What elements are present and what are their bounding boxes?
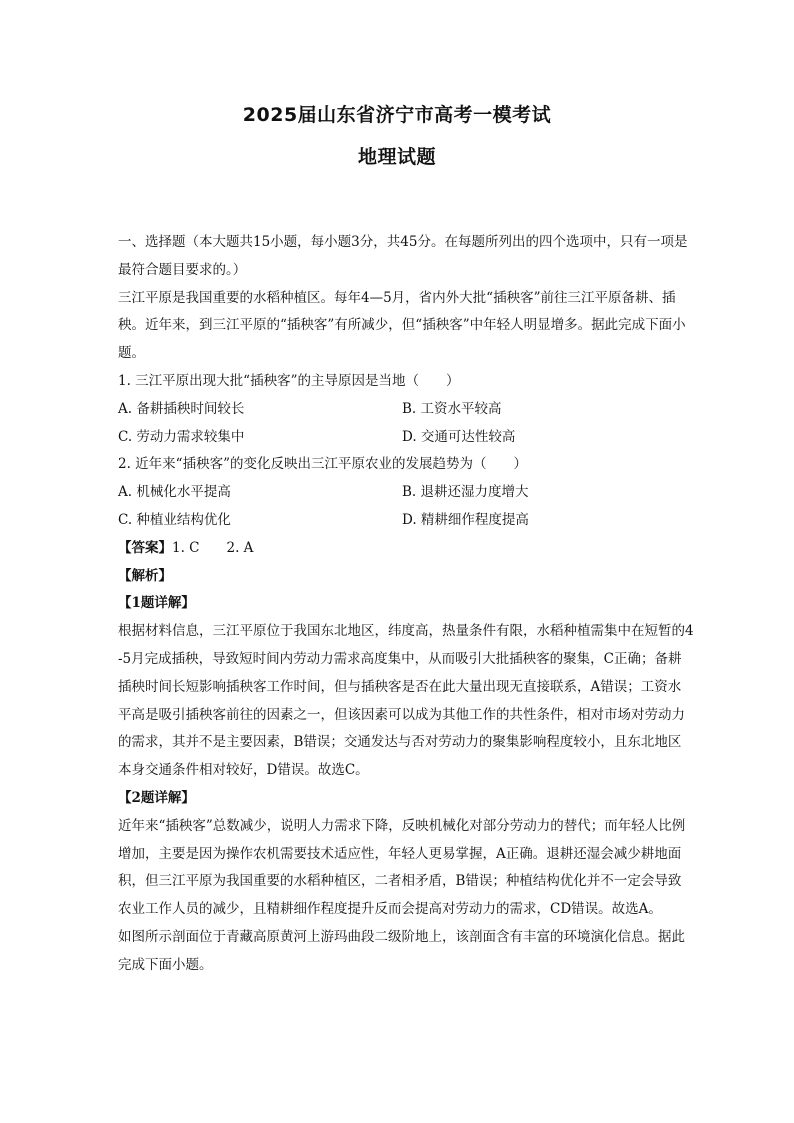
question-2-option-a: A. 机械化水平提高: [118, 484, 231, 501]
question-1-options-row-1: [118, 396, 694, 424]
question-2-option-b: B. 退耕还湿力度增大: [402, 484, 529, 501]
material-paragraph-2: 如图所示剖面位于青藏高原黄河上游玛曲段二级阶地上，该剖面含有丰富的环境演化信息。据此完成下面小题。: [118, 928, 685, 973]
question-1-option-d: D. 交通可达性较高: [402, 428, 516, 445]
answer-line: [118, 535, 694, 563]
analysis-label: 【解析】: [118, 567, 172, 584]
question-2-options-row-2: [118, 507, 694, 535]
question-1-options-row-2: [118, 424, 694, 452]
document-body: [118, 229, 694, 980]
answer-text: 1. C 2. A: [172, 539, 254, 556]
question-1-option-a: A. 备耕插秧时间较长: [118, 400, 245, 417]
question-2-option-d: D. 精耕细作程度提高: [402, 511, 529, 528]
detail-2-text: 近年来“插秧客”总数减少，说明人力需求下降，反映机械化对部分劳动力的替代；而年轻人比例增加，主要是因为操作农机需要技术适应性，年轻人更易掌握，A正确。退耕还湿会减少耕地面积，但三江平原为我国重要的水稻种植区，二者相矛盾，B错误；种植结构优化并不一定会导致农业工作人员的减少，且精耕细作程度提升反而会提高对劳动力的需求，CD错误。故选A。: [118, 817, 686, 918]
question-2-stem: 2. 近年来“插秧客”的变化反映出三江平原农业的发展趋势为（ ）: [118, 456, 527, 473]
question-1-stem: 1. 三江平原出现大批“插秧客”的主导原因是当地（ ）: [118, 372, 460, 389]
question-1-option-b: B. 工资水平较高: [402, 400, 502, 417]
detail-1-label: 【1题详解】: [118, 595, 195, 612]
detail-1-text: 根据材料信息，三江平原位于我国东北地区，纬度高，热量条件有限，水稻种植需集中在短暂的4-5月完成插秧，导致短时间内劳动力需求高度集中，从而吸引大批插秧客的聚集，C正确；备耕插秧时间长短影响插秧客工作时间，但与插秧客是否在此大量出现无直接联系，A错误；工资水平高是吸引插秧客前往的因素之一，但该因素可以成为其他工作的共性条件，相对市场对劳动力的需求，其并不是主要因素，B错误；交通发达与否对劳动力的聚集影响程度较小，且东北地区本身交通条件相对较好，D错误。故选C。: [118, 623, 694, 779]
document-subtitle: 地理试题: [357, 146, 436, 168]
question-2-option-c: C. 种植业结构优化: [118, 511, 231, 528]
question-1-option-c: C. 劳动力需求较集中: [118, 428, 245, 445]
detail-2-label: 【2题详解】: [118, 789, 195, 806]
section-heading: 一、选择题（本大题共15小题，每小题3分，共45分。在每题所列出的四个选项中，只有一项是最符合题目要求的。）: [118, 234, 688, 278]
material-paragraph-1: 三江平原是我国重要的水稻种植区。每年4—5月，省内外大批“插秧客”前往三江平原备耕、插秧。近年来，到三江平原的“插秧客”有所减少，但“插秧客”中年轻人明显增多。据此完成下面小题。: [118, 289, 686, 362]
document-title: 2025届山东省济宁市高考一模考试: [242, 104, 552, 126]
answer-label: 【答案】: [118, 539, 172, 556]
question-2-options-row-1: [118, 479, 694, 507]
